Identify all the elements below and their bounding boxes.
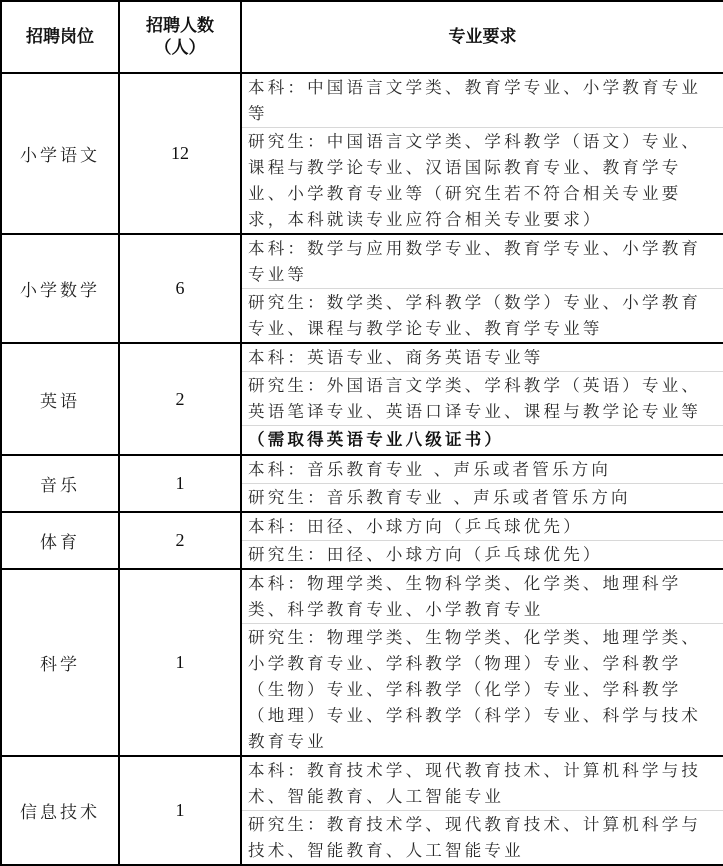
header-count-line1: 招聘人数 bbox=[146, 16, 214, 36]
position-cell: 体育 bbox=[1, 512, 119, 569]
requirement-undergrad: 本科：教育技术学、现代教育技术、计算机科学与技术、智能教育、人工智能专业 bbox=[248, 761, 702, 806]
table-row bbox=[1, 343, 723, 455]
requirement-certificate-note: （需取得英语专业八级证书） bbox=[242, 425, 723, 453]
requirement-graduate: 研究生：物理学类、生物学类、化学类、地理学类、小学教育专业、学科教学（物理）专业、学科教学（生物）专业、学科教学（化学）专业、学科教学（地理）专业、学科教学（科学）专业、科学与技术教育专业 bbox=[242, 623, 723, 755]
requirement-graduate: 研究生：教育技术学、现代教育技术、计算机科学与技术、智能教育、人工智能专业 bbox=[242, 810, 723, 864]
requirement-undergrad: 本科：音乐教育专业 、声乐或者管乐方向 bbox=[248, 460, 612, 479]
position-cell: 英语 bbox=[1, 343, 119, 455]
requirements-cell bbox=[241, 234, 723, 343]
header-count bbox=[119, 1, 241, 73]
requirements-cell bbox=[241, 73, 723, 234]
count-cell: 1 bbox=[119, 455, 241, 512]
requirement-undergrad: 本科：英语专业、商务英语专业等 bbox=[248, 348, 544, 367]
table-row bbox=[1, 512, 723, 569]
position-cell: 小学语文 bbox=[1, 73, 119, 234]
requirements-cell bbox=[241, 756, 723, 865]
count-cell: 2 bbox=[119, 512, 241, 569]
requirement-graduate: 研究生：田径、小球方向（乒乓球优先） bbox=[242, 540, 723, 568]
position-cell: 信息技术 bbox=[1, 756, 119, 865]
header-position: 招聘岗位 bbox=[1, 1, 119, 73]
requirement-undergrad: 本科：中国语言文学类、教育学专业、小学教育专业等 bbox=[248, 78, 702, 123]
count-cell: 12 bbox=[119, 73, 241, 234]
count-cell: 1 bbox=[119, 756, 241, 865]
position-cell: 科学 bbox=[1, 569, 119, 756]
requirement-undergrad: 本科：数学与应用数学专业、教育学专业、小学教育专业等 bbox=[248, 239, 702, 284]
requirements-cell bbox=[241, 569, 723, 756]
header-requirements: 专业要求 bbox=[241, 1, 723, 73]
requirements-cell bbox=[241, 455, 723, 512]
position-cell: 音乐 bbox=[1, 455, 119, 512]
table-row bbox=[1, 234, 723, 343]
requirement-undergrad: 本科：物理学类、生物科学类、化学类、地理科学类、科学教育专业、小学教育专业 bbox=[248, 574, 682, 619]
requirement-graduate: 研究生：音乐教育专业 、声乐或者管乐方向 bbox=[242, 483, 723, 511]
count-cell: 6 bbox=[119, 234, 241, 343]
requirements-cell bbox=[241, 343, 723, 455]
table-row bbox=[1, 73, 723, 234]
requirement-graduate: 研究生：外国语言文学类、学科教学（英语）专业、英语笔译专业、英语口译专业、课程与教学论专业等 bbox=[242, 371, 723, 425]
requirement-undergrad: 本科：田径、小球方向（乒乓球优先） bbox=[248, 517, 583, 536]
count-cell: 2 bbox=[119, 343, 241, 455]
table-row bbox=[1, 569, 723, 756]
table-row bbox=[1, 455, 723, 512]
table-row bbox=[1, 756, 723, 865]
requirement-graduate: 研究生：数学类、学科教学（数学）专业、小学教育专业、课程与教学论专业、教育学专业等 bbox=[242, 288, 723, 342]
position-cell: 小学数学 bbox=[1, 234, 119, 343]
header-count-line2: （人） bbox=[154, 38, 206, 58]
requirements-cell bbox=[241, 512, 723, 569]
table-header-row bbox=[1, 1, 723, 73]
requirement-graduate: 研究生：中国语言文学类、学科教学（语文）专业、课程与教学论专业、汉语国际教育专业、教育学专业、小学教育专业等（研究生若不符合相关专业要求，本科就读专业应符合相关专业要求） bbox=[242, 127, 723, 233]
count-cell: 1 bbox=[119, 569, 241, 756]
